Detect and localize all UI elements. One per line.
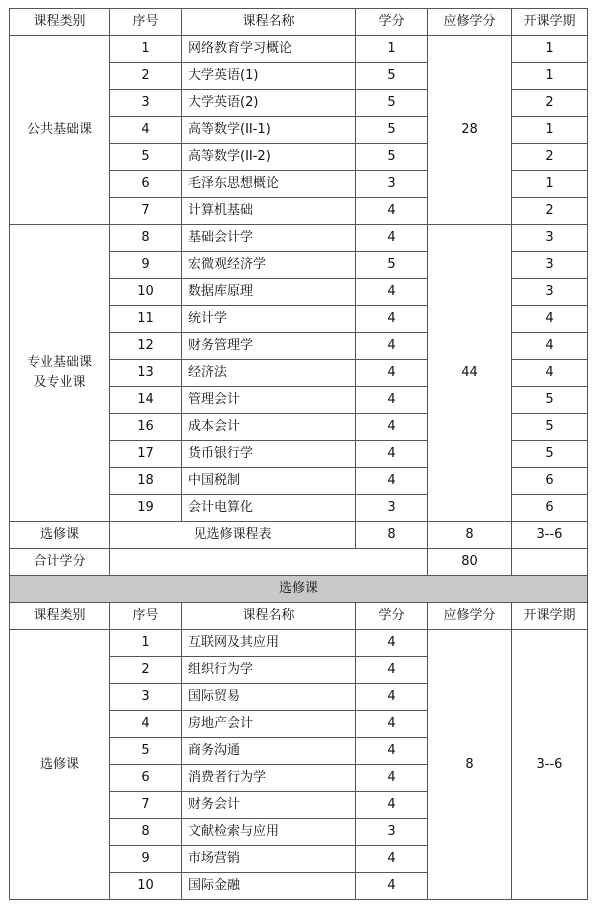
elective-header-category: 课程类别 (10, 603, 110, 630)
required-credits-elective: 8 (428, 630, 512, 900)
course-credit: 1 (356, 36, 428, 63)
course-number: 14 (110, 387, 182, 414)
course-number: 11 (110, 306, 182, 333)
course-credit: 4 (356, 414, 428, 441)
total-empty (110, 549, 428, 576)
course-name: 高等数学(II-1) (182, 117, 356, 144)
course-name: 基础会计学 (182, 225, 356, 252)
course-term: 4 (512, 333, 588, 360)
course-name: 大学英语(2) (182, 90, 356, 117)
required-credits-public: 28 (428, 36, 512, 225)
course-credit: 5 (356, 252, 428, 279)
table-row (10, 225, 588, 252)
course-term: 3 (512, 225, 588, 252)
course-credit: 3 (356, 495, 428, 522)
course-credit: 4 (356, 846, 428, 873)
course-credit: 5 (356, 144, 428, 171)
elective-summary-name: 见选修课程表 (110, 522, 356, 549)
course-term: 6 (512, 468, 588, 495)
course-term: 5 (512, 414, 588, 441)
course-credit: 5 (356, 63, 428, 90)
course-name: 中国税制 (182, 468, 356, 495)
course-name: 计算机基础 (182, 198, 356, 225)
course-credit: 3 (356, 819, 428, 846)
category-elective: 选修课 (10, 630, 110, 900)
header-term: 开课学期 (512, 9, 588, 36)
elective-band-row (10, 576, 588, 603)
course-number: 10 (110, 873, 182, 900)
course-term: 3 (512, 252, 588, 279)
required-credits-major: 44 (428, 225, 512, 522)
course-credit: 4 (356, 765, 428, 792)
table-row (10, 36, 588, 63)
course-number: 10 (110, 279, 182, 306)
course-name: 统计学 (182, 306, 356, 333)
course-term: 1 (512, 171, 588, 198)
course-number: 13 (110, 360, 182, 387)
course-name: 商务沟通 (182, 738, 356, 765)
elective-summary-row (10, 522, 588, 549)
course-number: 17 (110, 441, 182, 468)
course-name: 高等数学(II-2) (182, 144, 356, 171)
course-number: 7 (110, 792, 182, 819)
course-name: 组织行为学 (182, 657, 356, 684)
elective-header-number: 序号 (110, 603, 182, 630)
header-course-name: 课程名称 (182, 9, 356, 36)
header-category: 课程类别 (10, 9, 110, 36)
course-name: 网络教育学习概论 (182, 36, 356, 63)
course-name: 毛泽东思想概论 (182, 171, 356, 198)
category-major-line1: 专业基础课 (26, 355, 92, 370)
course-term: 6 (512, 495, 588, 522)
header-required-credits: 应修学分 (428, 9, 512, 36)
course-number: 8 (110, 225, 182, 252)
course-number: 4 (110, 117, 182, 144)
total-value: 80 (428, 549, 512, 576)
elective-header-course-name: 课程名称 (182, 603, 356, 630)
course-number: 1 (110, 630, 182, 657)
course-credit: 4 (356, 738, 428, 765)
header-number: 序号 (110, 9, 182, 36)
course-number: 2 (110, 63, 182, 90)
elective-header-row (10, 603, 588, 630)
course-credit: 3 (356, 171, 428, 198)
course-credit: 4 (356, 225, 428, 252)
course-credit: 4 (356, 468, 428, 495)
course-term: 1 (512, 63, 588, 90)
course-credit: 4 (356, 792, 428, 819)
total-term-empty (512, 549, 588, 576)
elective-term: 3--6 (512, 630, 588, 900)
course-credit: 5 (356, 90, 428, 117)
course-term: 3 (512, 279, 588, 306)
course-credit: 4 (356, 387, 428, 414)
elective-summary-required: 8 (428, 522, 512, 549)
elective-band-title: 选修课 (10, 576, 588, 603)
elective-header-required-credits: 应修学分 (428, 603, 512, 630)
total-row (10, 549, 588, 576)
course-name: 数据库原理 (182, 279, 356, 306)
course-term: 1 (512, 36, 588, 63)
header-credit: 学分 (356, 9, 428, 36)
course-number: 7 (110, 198, 182, 225)
course-name: 房地产会计 (182, 711, 356, 738)
course-name: 宏微观经济学 (182, 252, 356, 279)
course-number: 3 (110, 684, 182, 711)
course-term: 5 (512, 387, 588, 414)
curriculum-table (9, 8, 588, 900)
elective-header-term: 开课学期 (512, 603, 588, 630)
course-number: 6 (110, 171, 182, 198)
course-credit: 4 (356, 873, 428, 900)
course-number: 3 (110, 90, 182, 117)
course-number: 5 (110, 738, 182, 765)
course-number: 18 (110, 468, 182, 495)
course-credit: 4 (356, 306, 428, 333)
course-credit: 4 (356, 441, 428, 468)
course-number: 9 (110, 252, 182, 279)
course-name: 经济法 (182, 360, 356, 387)
course-credit: 4 (356, 198, 428, 225)
course-name: 大学英语(1) (182, 63, 356, 90)
course-term: 4 (512, 360, 588, 387)
course-credit: 4 (356, 630, 428, 657)
course-number: 19 (110, 495, 182, 522)
course-name: 货币银行学 (182, 441, 356, 468)
course-credit: 4 (356, 360, 428, 387)
category-major (10, 225, 110, 522)
table-row (10, 630, 588, 657)
header-row (10, 9, 588, 36)
course-number: 16 (110, 414, 182, 441)
course-credit: 4 (356, 657, 428, 684)
course-number: 1 (110, 36, 182, 63)
course-number: 4 (110, 711, 182, 738)
course-number: 5 (110, 144, 182, 171)
course-term: 2 (512, 198, 588, 225)
course-credit: 4 (356, 333, 428, 360)
course-name: 国际金融 (182, 873, 356, 900)
category-major-line2: 及专业课 (33, 375, 86, 390)
course-name: 管理会计 (182, 387, 356, 414)
course-term: 2 (512, 144, 588, 171)
course-name: 财务会计 (182, 792, 356, 819)
course-term: 2 (512, 90, 588, 117)
elective-summary-category: 选修课 (10, 522, 110, 549)
course-name: 财务管理学 (182, 333, 356, 360)
course-number: 2 (110, 657, 182, 684)
course-term: 5 (512, 441, 588, 468)
course-number: 9 (110, 846, 182, 873)
course-name: 文献检索与应用 (182, 819, 356, 846)
course-number: 12 (110, 333, 182, 360)
course-name: 消费者行为学 (182, 765, 356, 792)
elective-summary-credit: 8 (356, 522, 428, 549)
course-number: 8 (110, 819, 182, 846)
course-credit: 5 (356, 117, 428, 144)
category-public: 公共基础课 (10, 36, 110, 225)
course-credit: 4 (356, 684, 428, 711)
course-number: 6 (110, 765, 182, 792)
course-name: 成本会计 (182, 414, 356, 441)
course-credit: 4 (356, 279, 428, 306)
course-term: 1 (512, 117, 588, 144)
total-label: 合计学分 (10, 549, 110, 576)
course-name: 互联网及其应用 (182, 630, 356, 657)
course-name: 国际贸易 (182, 684, 356, 711)
course-credit: 4 (356, 711, 428, 738)
course-name: 市场营销 (182, 846, 356, 873)
course-term: 4 (512, 306, 588, 333)
elective-summary-term: 3--6 (512, 522, 588, 549)
elective-header-credit: 学分 (356, 603, 428, 630)
course-name: 会计电算化 (182, 495, 356, 522)
